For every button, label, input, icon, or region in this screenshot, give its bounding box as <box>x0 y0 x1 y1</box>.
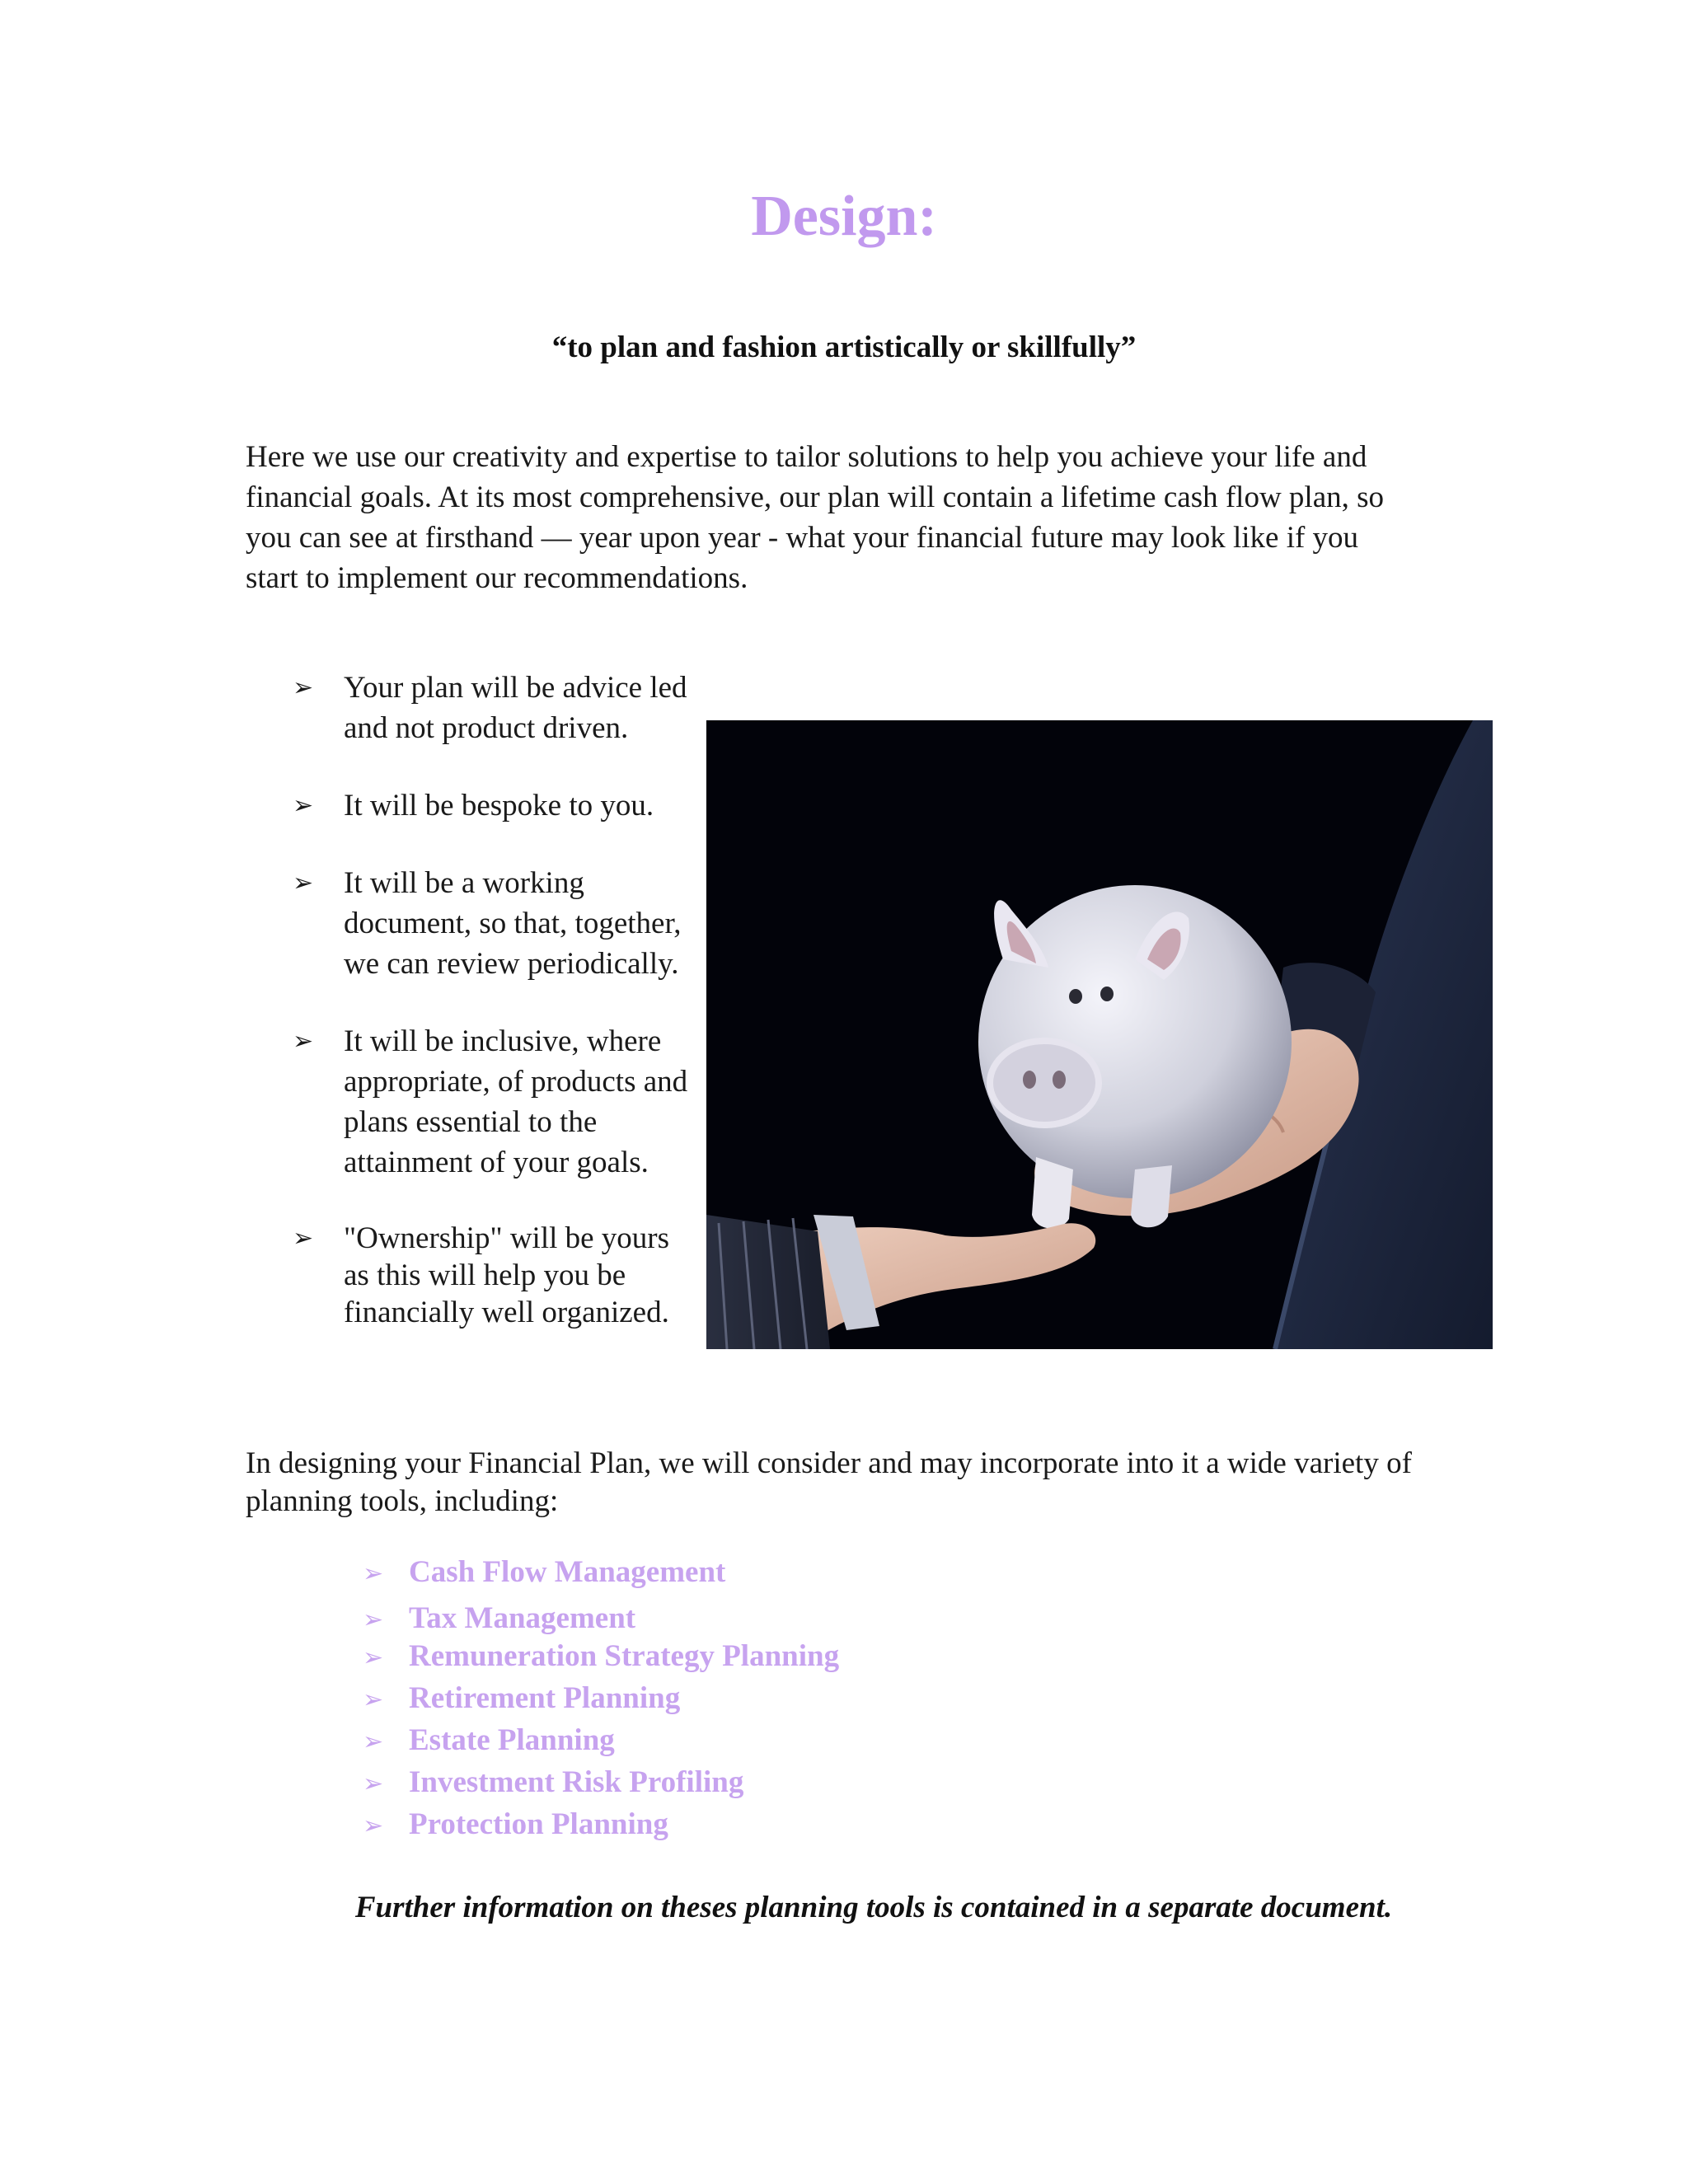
list-item <box>293 1021 688 1183</box>
arrow-bullet-icon: ➢ <box>363 1643 384 1672</box>
list-item <box>363 1765 743 1800</box>
arrow-bullet-icon: ➢ <box>293 673 314 702</box>
arrow-bullet-icon: ➢ <box>363 1769 384 1798</box>
tool-name: Investment Risk Profiling <box>409 1765 744 1799</box>
list-item <box>293 785 688 826</box>
arrow-bullet-icon: ➢ <box>363 1811 384 1840</box>
piggy-bank-illustration <box>706 720 1493 1349</box>
list-item <box>363 1638 839 1674</box>
intro-paragraph: Here we use our creativity and expertise to tailor solutions to help you achieve your life and financial goals. At its most comprehensive, our plan will contain a lifetime cash flow plan, so you can see at firsthand — year upon year - what your financial future may look like if you start to implement our recommendations. <box>246 440 1385 595</box>
page-title: Design: <box>751 185 937 248</box>
tool-name: Remuneration Strategy Planning <box>409 1639 840 1673</box>
list-item-text: It will be bespoke to you. <box>344 789 654 823</box>
tool-name: Tax Management <box>409 1601 636 1635</box>
list-item <box>293 1220 688 1331</box>
arrow-bullet-icon: ➢ <box>293 1027 314 1056</box>
planning-tools-intro: In designing your Financial Plan, we will consider and may incorporate into it a wide variety of planning tools, including: <box>246 1446 1412 1518</box>
arrow-bullet-icon: ➢ <box>363 1727 384 1756</box>
list-item <box>293 863 688 984</box>
list-item <box>363 1680 680 1716</box>
list-item-text: Your plan will be advice led and not product driven. <box>344 671 687 745</box>
piggy-bank-photo <box>706 720 1493 1349</box>
tool-name: Estate Planning <box>409 1723 615 1757</box>
arrow-bullet-icon: ➢ <box>363 1559 384 1588</box>
arrow-bullet-icon: ➢ <box>293 791 314 820</box>
plan-features-list <box>293 668 688 1331</box>
tool-name: Protection Planning <box>409 1807 668 1841</box>
arrow-bullet-icon: ➢ <box>363 1685 384 1714</box>
tool-name: Retirement Planning <box>409 1681 681 1715</box>
list-item <box>293 668 688 748</box>
list-item <box>363 1807 668 1842</box>
list-item <box>363 1601 635 1636</box>
list-item <box>363 1554 725 1590</box>
arrow-bullet-icon: ➢ <box>293 1224 314 1253</box>
list-item-text: It will be a working document, so that, together, we can review periodically. <box>344 866 682 981</box>
definition-quote: “to plan and fashion artistically or skillfully” <box>551 330 1137 364</box>
tool-name: Cash Flow Management <box>409 1555 726 1589</box>
list-item-text: It will be inclusive, where appropriate, of products and plans essential to the attainment of your goals. <box>344 1024 688 1179</box>
arrow-bullet-icon: ➢ <box>293 869 314 898</box>
list-item <box>363 1722 615 1758</box>
list-item-text: "Ownership" will be yours as this will help you be financially well organized. <box>344 1221 670 1329</box>
footer-note: Further information on theses planning tools is contained in a separate document. <box>354 1891 1393 1924</box>
arrow-bullet-icon: ➢ <box>363 1605 384 1634</box>
